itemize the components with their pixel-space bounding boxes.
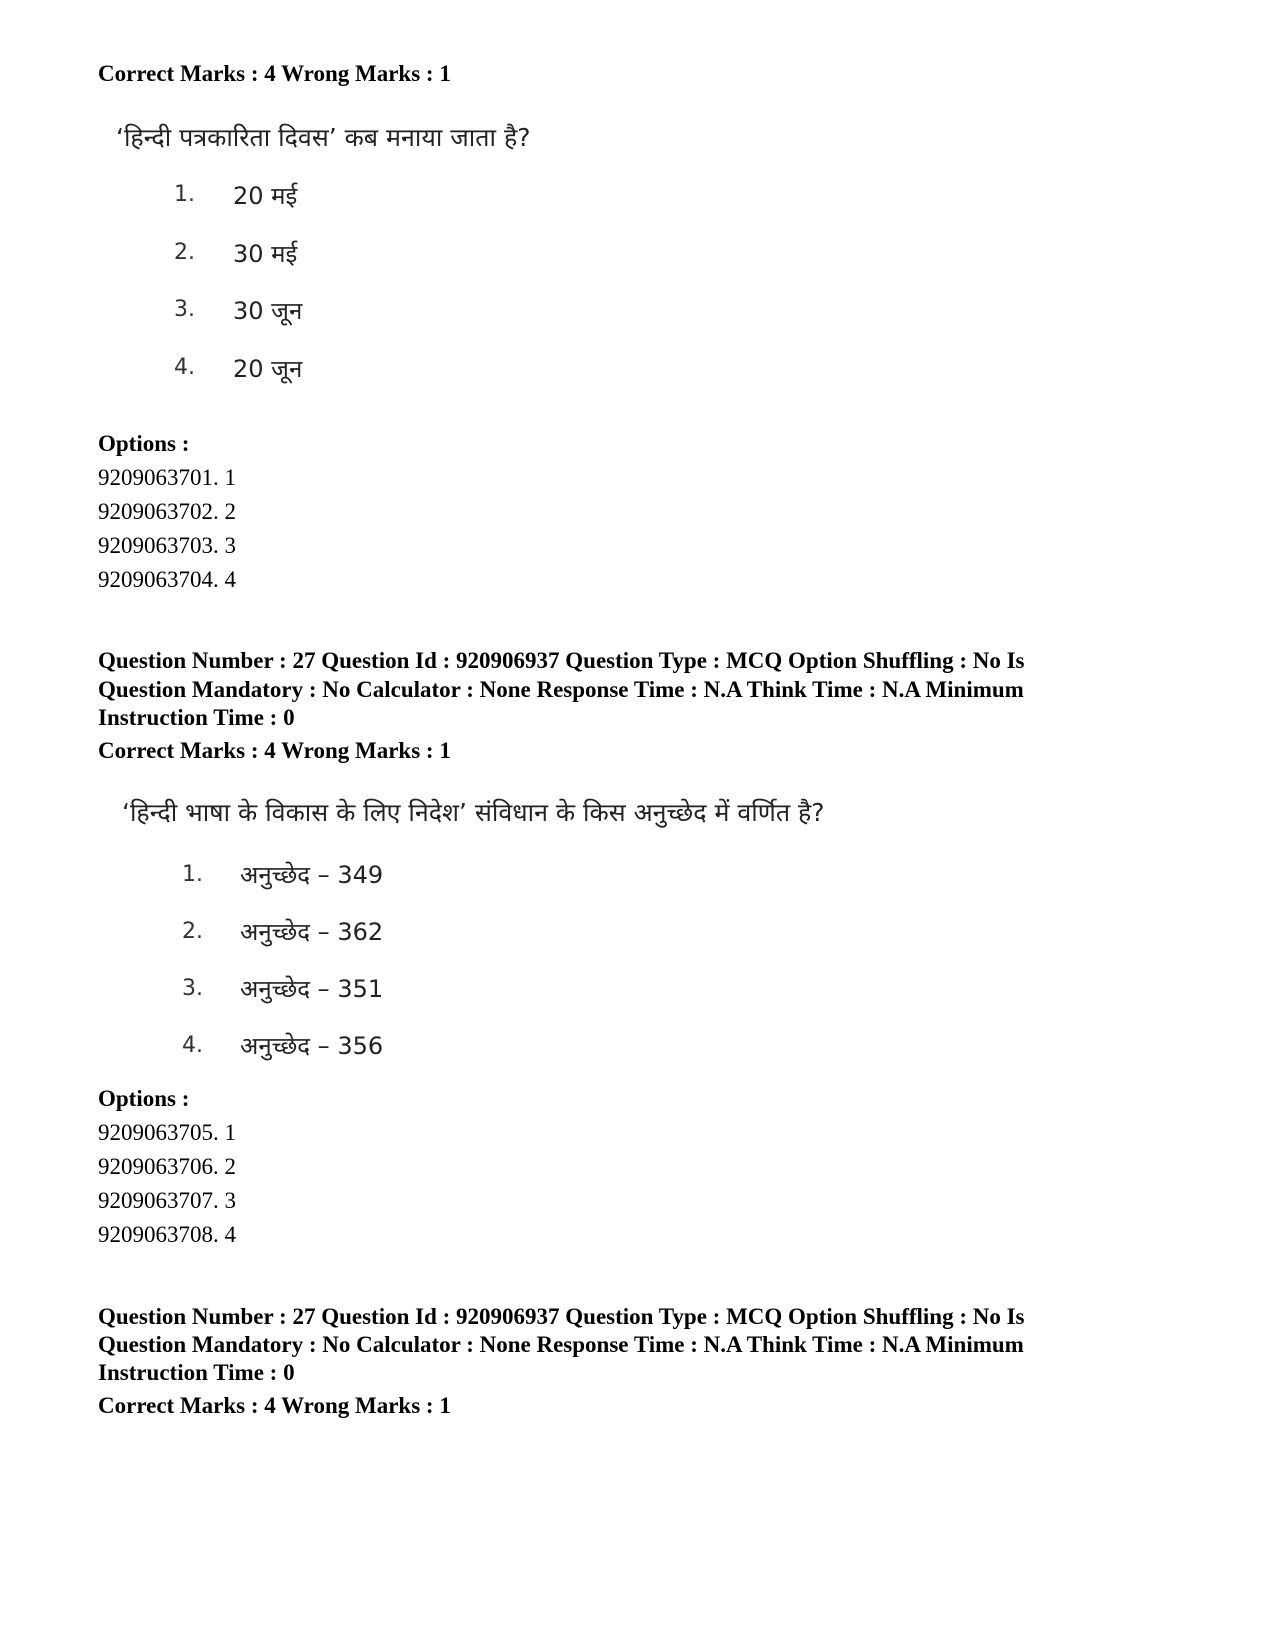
option-id: 9209063704. 4 [98, 567, 236, 592]
choice-number: 4. [174, 355, 195, 380]
choice-number: 2. [174, 240, 195, 265]
option-id: 9209063706. 2 [98, 1154, 236, 1179]
choice-text: 20 मई [233, 182, 298, 210]
option-id: 9209063702. 2 [98, 499, 236, 524]
choice-number: 2. [182, 919, 203, 944]
choice-number: 3. [182, 976, 203, 1001]
question-header: Instruction Time : 0 [98, 1360, 295, 1385]
choice-number: 3. [174, 297, 195, 322]
marks-line: Correct Marks : 4 Wrong Marks : 1 [98, 1393, 451, 1418]
marks-line: Correct Marks : 4 Wrong Marks : 1 [98, 738, 451, 763]
marks-line: Correct Marks : 4 Wrong Marks : 1 [98, 61, 451, 86]
choice-number: 1. [182, 862, 203, 887]
choice-text: अनुच्छेद – 356 [240, 1032, 384, 1060]
option-id: 9209063701. 1 [98, 465, 236, 490]
question-header: Question Mandatory : No Calculator : None Response Time : N.A Think Time : N.A Minimum [98, 1332, 1024, 1357]
question-text: ‘हिन्दी पत्रकारिता दिवस’ कब मनाया जाता है? [116, 123, 531, 152]
question-header: Question Mandatory : No Calculator : None Response Time : N.A Think Time : N.A Minimum [98, 677, 1024, 702]
choice-text: 20 जून [233, 355, 303, 383]
question-header: Question Number : 27 Question Id : 920906937 Question Type : MCQ Option Shuffling : No Is [98, 648, 1025, 673]
question-text: ‘हिन्दी भाषा के विकास के लिए निदेश’ संविधान के किस अनुच्छेद में वर्णित है? [122, 798, 825, 827]
choice-text: 30 जून [233, 297, 303, 325]
option-id: 9209063703. 3 [98, 533, 236, 558]
option-id: 9209063708. 4 [98, 1222, 236, 1247]
option-id: 9209063705. 1 [98, 1120, 236, 1145]
choice-text: 30 मई [233, 240, 298, 268]
choice-text: अनुच्छेद – 351 [240, 975, 384, 1003]
question-header: Instruction Time : 0 [98, 705, 295, 730]
choice-number: 4. [182, 1033, 203, 1058]
choice-text: अनुच्छेद – 349 [240, 861, 384, 889]
choice-number: 1. [174, 182, 195, 207]
choice-text: अनुच्छेद – 362 [240, 918, 384, 946]
options-label: Options : [98, 1086, 190, 1111]
options-label: Options : [98, 431, 190, 456]
option-id: 9209063707. 3 [98, 1188, 236, 1213]
question-header: Question Number : 27 Question Id : 920906937 Question Type : MCQ Option Shuffling : No Is [98, 1304, 1025, 1329]
